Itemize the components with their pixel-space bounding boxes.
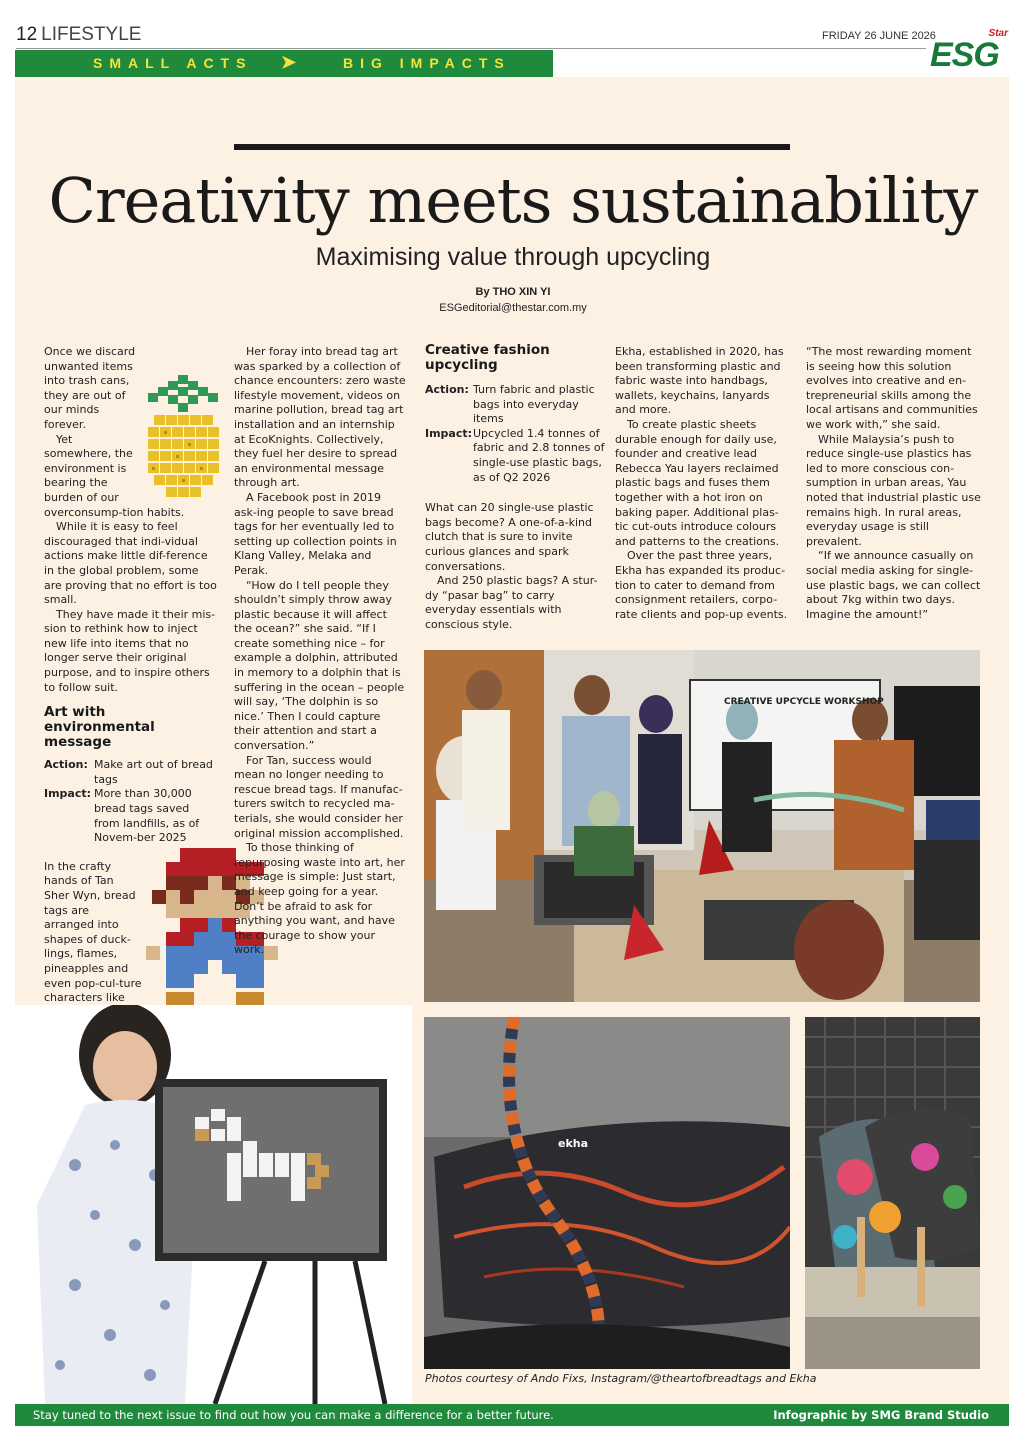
banner-left-text: SMALL ACTS <box>93 55 253 71</box>
action-text: Make art out of bread tags <box>94 758 213 786</box>
author-email: ESGeditorial@thestar.com.my <box>439 302 587 314</box>
photo-caption: Photos courtesy of Ando Fixs, Instagram/@theartofbreadtags and Ekha <box>425 1372 817 1385</box>
col4-paragraph: Over the past three years, Ekha has expanded its produc-tion to cater to demand from consignment retailers, corpo-rate clients and pop-up events. <box>615 549 788 621</box>
workshop-photo <box>424 650 980 1002</box>
logo-esg-text: ESG <box>930 36 999 74</box>
col5-paragraph: While Malaysia’s push to reduce single-use plastics has led to more conscious con-sumption in urban areas, Yau noted that industrial plastic use remains high. In rural areas, everyday usage is still prevalent. <box>806 432 981 548</box>
impact-label: Impact: <box>425 426 473 440</box>
col5-paragraph: “If we announce casually on social media asking for single-use plastic bags, we can collect about 7kg within two days. Imagine the amount!” <box>806 549 981 621</box>
section-heading-fashion: Creative fashion upcycling <box>425 342 550 373</box>
footer-teaser: Stay tuned to the next issue to find out how you can make a difference for a better future. <box>33 1408 554 1422</box>
col4-paragraph: To create plastic sheets durable enough for daily use, founder and creative lead Rebecca Yau layers reclaimed plastic bags and fuses them together with a hot iron on baking paper. Additional plas-tic cut-outs introduce colours and patterns to the creations. <box>615 417 780 548</box>
action-text: Turn fabric and plastic bags into everyday items <box>473 383 595 426</box>
col1-paragraph: In the crafty hands of Tan Sher Wyn, bread tags are arranged into shapes of duck-lings, flames, pineapples and even pop-cul-ture characters like <box>44 859 142 1005</box>
artist-portrait-photo <box>15 1005 412 1404</box>
workshop-screen-text: CREATIVE UPCYCLE WORKSHOP <box>724 697 884 707</box>
section-heading-art: Art with environmental message <box>44 704 155 751</box>
banner-arrow-icon: ➤ <box>281 52 297 72</box>
action-impact-box <box>44 758 218 846</box>
logo-star-text: Star <box>988 28 1008 39</box>
col2-paragraph: A Facebook post in 2019 ask-ing people to save bread tags for her eventually led to setting up collection points in Klang Valley, Melaka and Perak. <box>234 490 397 577</box>
col1-paragraph: Yet somewhere, the environment is bearing the burden of our overconsump-tion habits. <box>44 432 185 519</box>
impact-label: Impact: <box>44 787 92 801</box>
byline: By THO XIN YI <box>475 286 551 298</box>
header-rule <box>16 48 926 49</box>
impact-text: Upcycled 1.4 tonnes of fabric and 2.8 tonnes of single-use plastic bags, as of Q2 2026 <box>473 426 605 484</box>
col3-paragraph: And 250 plastic bags? A stur-dy “pasar bag” to carry everyday essentials with conscious style. <box>425 574 598 631</box>
issue-date: FRIDAY 26 JUNE 2026 <box>822 30 936 42</box>
impact-text: More than 30,000 bread tags saved from landfills, as of Novem-ber 2025 <box>94 787 200 845</box>
column-5 <box>806 345 981 622</box>
headline-rule <box>234 144 790 150</box>
col2-paragraph: Her foray into bread tag art was sparked by a collection of chance encounters: zero waste lifestyle movement, videos on marine pollution, bread tag art installation and an internship at EcoKnights. Collectively, they fuel her desire to spread an environmental message through art. <box>234 345 406 490</box>
column-2 <box>234 345 406 958</box>
banner-right-text: BIG IMPACTS <box>343 55 511 71</box>
col5-paragraph: “The most rewarding moment is seeing how this solution evolves into creative and en-trepreneurial skills among the local artisans and communities we work with,” she said. <box>806 345 978 431</box>
action-label: Action: <box>425 383 469 396</box>
ekha-bag-photo <box>424 1017 790 1369</box>
col4-paragraph: Ekha, established in 2020, has been transforming plastic and fabric waste into handbags, wallets, keychains, lanyards and more. <box>615 345 784 417</box>
column-4 <box>615 345 789 622</box>
col2-paragraph: “How do I tell people they shouldn’t simply throw away plastic because it will affect the ocean?” she said. “If I create something nice – for example a dolphin, attributed in memory to a dolphin that is suffering in the ocean – people will say, ‘The dolphin is so nice.’ Then I could capture their attention and start a conversation.” <box>234 578 405 753</box>
star-esg-logo <box>930 28 1010 72</box>
action-label: Action: <box>44 758 88 772</box>
pineapple-tag-art <box>142 373 224 503</box>
footer-bar <box>15 1404 1009 1426</box>
page-number: 12 <box>16 24 38 45</box>
subheadline: Maximising value through upcycling <box>315 243 711 271</box>
action-impact-box <box>425 383 605 485</box>
col1-paragraph: They have made it their mis-sion to rethink how to inject new life into items that no longer serve their original purpose, and to inspire others to follow suit. <box>44 607 216 694</box>
column-3 <box>425 343 605 633</box>
col3-paragraph: What can 20 single-use plastic bags become? A one-of-a-kind clutch that is sure to invite curious glances and spark conversations. <box>425 501 594 573</box>
page-folio <box>16 24 141 46</box>
col1-paragraph: While it is easy to feel discouraged that indi-vidual actions make little dif-ference in the global problem, some are proving that no effort is too small. <box>44 520 217 607</box>
bag-display-photo <box>805 1017 980 1369</box>
section-name: LIFESTYLE <box>41 24 142 45</box>
bag-brand-text: ekha <box>558 1137 589 1150</box>
column-1 <box>44 345 218 1035</box>
col1-paragraph: Once we discard unwanted items into trash cans, they are out of our minds forever. <box>44 345 136 431</box>
col2-paragraph: To those thinking of repurposing waste into art, her message is simple: Just start, and keep going for a year. Don’t be afraid to ask for anything you want, and have the courage to show your work. <box>234 841 405 957</box>
footer-credit: Infographic by SMG Brand Studio <box>773 1408 989 1422</box>
series-banner <box>15 50 553 77</box>
headline: Creativity meets sustainability <box>48 164 978 237</box>
col2-paragraph: For Tan, success would mean no longer needing to rescue bread tags. If manufac-turers switch to recycled ma-terials, she would consider her original mission accomplished. <box>234 753 404 840</box>
